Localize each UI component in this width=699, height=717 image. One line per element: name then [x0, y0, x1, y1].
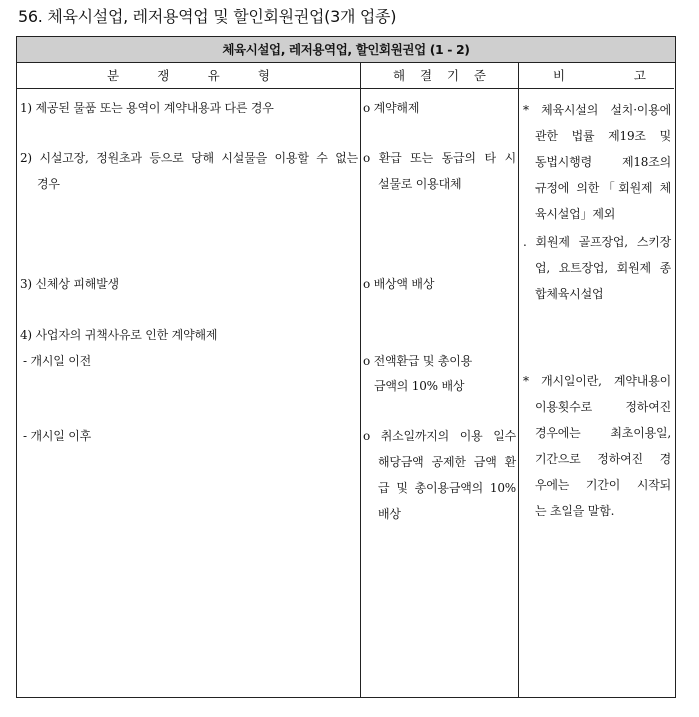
remark-3-cont: 경우에는 최초이용일, — [535, 426, 671, 440]
resolution-4b-cont: 배상 — [378, 507, 401, 521]
column-header-char: 형 — [257, 68, 270, 83]
column-header-dispute-type — [17, 63, 360, 89]
dispute-item-1: 1) 제공된 물품 또는 용역이 계약내용과 다른 경우 — [20, 101, 274, 115]
column-header-char: 분 — [107, 68, 120, 83]
remark-1: * 체육시설의 설치·이용에 — [523, 103, 671, 117]
dispute-item-4: 4) 사업자의 귀책사유로 인한 계약해제 — [20, 328, 218, 342]
column-divider — [360, 63, 361, 697]
dispute-resolution-table — [16, 36, 676, 698]
remark-3-cont: 이용횟수로 정하여진 — [535, 400, 671, 414]
remark-1-cont: 규정에 의한「회원제 체 — [535, 181, 671, 195]
column-header-char: 준 — [473, 68, 486, 83]
column-header-char: 비 — [553, 68, 566, 83]
resolution-1: o 계약해제 — [363, 101, 420, 115]
dispute-item-2: 2) 시설고장, 정원초과 등으로 당해 시설물을 이용할 수 없는 — [20, 151, 358, 165]
remark-3-cont: 는 초일을 말함. — [535, 504, 615, 518]
dispute-item-4a: - 개시일 이전 — [23, 354, 92, 368]
column-divider — [518, 63, 519, 697]
resolution-4b-cont: 해당금액 공제한 금액 환 — [378, 455, 516, 469]
resolution-4b: o 취소일까지의 이용 일수 — [363, 429, 516, 443]
column-header-resolution — [361, 63, 518, 89]
dispute-item-4b: - 개시일 이후 — [23, 429, 92, 443]
remark-2-cont: 업, 요트장업, 회원제 종 — [535, 261, 671, 275]
dispute-item-2-cont: 경우 — [37, 177, 60, 191]
remark-3-cont: 우에는 기간이 시작되 — [535, 478, 671, 492]
remark-3: * 개시일이란, 계약내용이 — [523, 374, 671, 388]
resolution-4a: o 전액환급 및 총이용 — [363, 354, 473, 368]
remark-1-cont: 육시설업」제외 — [535, 207, 616, 221]
remark-1-cont: 관한 법률 제19조 및 — [535, 129, 671, 143]
column-header-char: 해 — [393, 68, 406, 83]
resolution-4b-cont: 급 및 총이용금액의 10% — [378, 481, 516, 495]
column-header-char: 유 — [207, 68, 220, 83]
remark-1-cont: 동법시행령 제18조의 — [535, 155, 671, 169]
remark-3-cont: 기간으로 정하여진 경 — [535, 452, 671, 466]
remark-2-cont: 합체육시설업 — [535, 287, 604, 301]
remark-2: . 회원제 골프장업, 스키장 — [523, 235, 671, 249]
column-header-char: 쟁 — [157, 68, 170, 83]
table-title-bar: 체육시설업, 레저용역업, 할인회원권업 (1 - 2) — [17, 37, 675, 63]
resolution-2-cont: 설물로 이용대체 — [378, 177, 462, 191]
dispute-item-3: 3) 신체상 피해발생 — [20, 277, 119, 291]
resolution-2: o 환급 또는 동급의 타 시 — [363, 151, 516, 165]
document-title: 56. 체육시설업, 레저용역업 및 할인회원권업(3개 업종) — [18, 7, 397, 26]
column-header-char: 결 — [419, 68, 433, 83]
resolution-4a-cont: 금액의 10% 배상 — [374, 379, 465, 393]
column-header-remarks — [519, 63, 674, 89]
column-header-char: 기 — [446, 68, 460, 83]
column-header-char: 고 — [633, 68, 646, 83]
resolution-3: o 배상액 배상 — [363, 277, 435, 291]
